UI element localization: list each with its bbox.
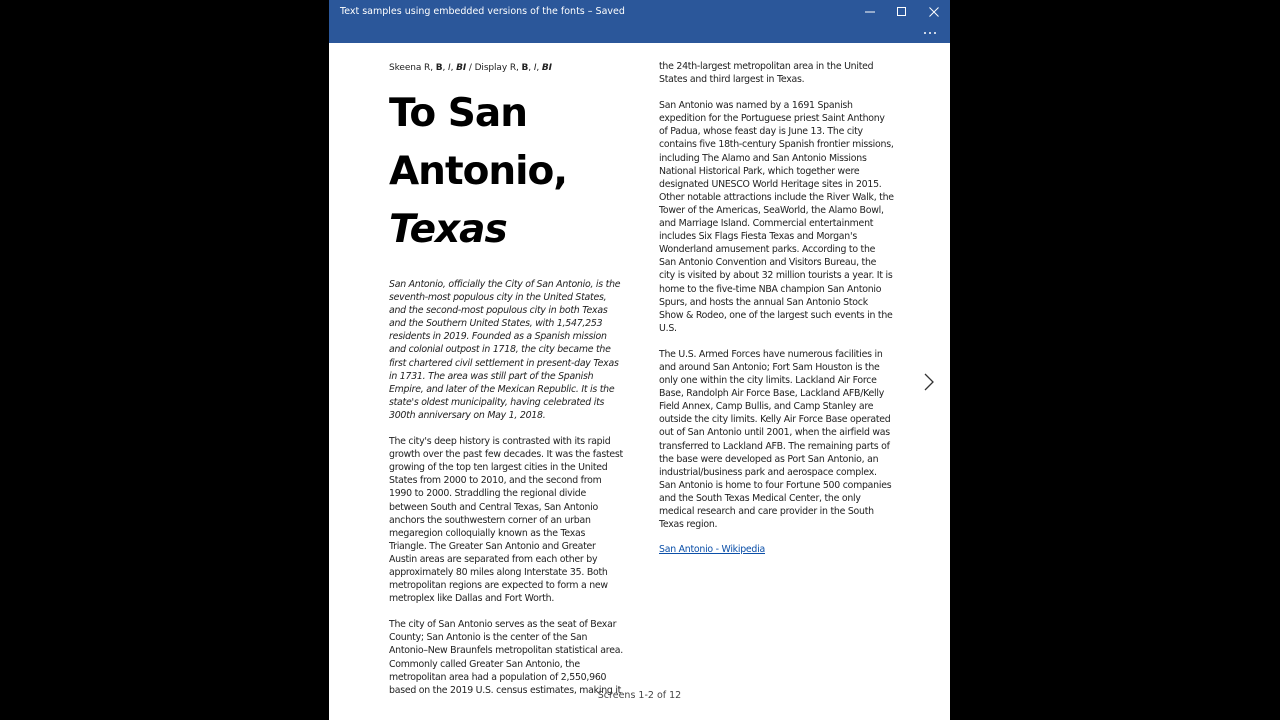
left-column bbox=[389, 60, 624, 697]
sample-sep: , bbox=[536, 63, 542, 73]
minimize-icon bbox=[865, 7, 875, 17]
page-title bbox=[389, 85, 624, 259]
body-paragraph-2: The city's deep history is contrasted with its rapid growth over the past few decades. It was the fastest growing of the top ten largest cities in the United States from 2000 to 2010, and the second from 1990 to 2000. Straddling the regional divide between South and Central Texas, San Antonio anchors the southwestern corner of an urban megaregion colloquially known as the Texas Triangle. The Greater San Antonio and Greater Austin areas are separated from each other by approximately 80 miles along Interstate 35. Both metropolitan regions are expected to form a new metroplex like Dallas and Fort Worth. bbox=[389, 436, 623, 605]
sample-prefix: Skeena R, bbox=[389, 63, 436, 73]
body-paragraph-5: The U.S. Armed Forces have numerous facilities in and around San Antonio; Fort Sam Houston is the only one within the city limits. Lackland Air Force Base, Randolph Air Force Base, Lackland AFB/Kelly Field Annex, Camp Bullis, and Camp Stanley are outside the city limits. Kelly Air Force Base operated out of San Antonio until 2001, when the airfield was transferred to Lackland AFB. The remaining parts of the base were developed as Port San Antonio, an industrial/business park and aerospace complex. San Antonio is home to four Fortune 500 companies and the South Texas Medical Center, the only medical research and care provider in the South Texas region. bbox=[659, 348, 892, 531]
right-column bbox=[659, 60, 894, 556]
chevron-right-icon bbox=[924, 373, 934, 391]
body-paragraph-3-continued: the 24th-largest metropolitan area in the United States and third largest in Texas. bbox=[659, 61, 874, 86]
sample-sep: , bbox=[442, 63, 449, 73]
sample-bold: B bbox=[435, 63, 443, 73]
more-options-icon-dot bbox=[934, 32, 936, 34]
title-line-1: To San bbox=[389, 91, 527, 136]
sample-italic: I bbox=[533, 63, 537, 73]
sample-bold: B bbox=[521, 63, 529, 73]
maximize-button[interactable] bbox=[886, 0, 918, 24]
window-title: Text samples using embedded versions of the fonts – Saved bbox=[340, 6, 625, 17]
next-page-button[interactable] bbox=[919, 370, 939, 394]
close-button[interactable] bbox=[918, 0, 950, 24]
title-line-3: Texas bbox=[389, 207, 507, 252]
sample-display: / Display R, bbox=[466, 63, 522, 73]
maximize-icon bbox=[897, 7, 907, 17]
font-sample-line bbox=[389, 63, 624, 73]
title-bar bbox=[329, 0, 950, 43]
title-line-2: Antonio, bbox=[389, 149, 568, 194]
page-status: Screens 1-2 of 12 bbox=[597, 690, 682, 701]
close-icon bbox=[929, 7, 939, 17]
more-options-button[interactable] bbox=[917, 25, 943, 41]
more-options-icon bbox=[924, 32, 926, 34]
body-paragraph-3: The city of San Antonio serves as the seat of Bexar County; San Antonio is the center of the San Antonio–New Braunfels metropolitan statistical area. Commonly called Greater San Antonio, the metropolitan area had a population of 2,550,960 based on the 2019 U.S. census estimates, making it bbox=[389, 619, 623, 696]
wikipedia-link[interactable]: San Antonio - Wikipedia bbox=[659, 544, 765, 556]
sample-bold-italic: BI bbox=[541, 63, 552, 73]
more-options-icon-dot bbox=[929, 32, 931, 34]
sample-italic: I bbox=[448, 63, 451, 73]
sample-sep: , bbox=[450, 63, 457, 73]
lead-paragraph: San Antonio, officially the City of San Antonio, is the seventh-most populous city in the United States, and the second-most populous city in both Texas and the Southern United States, with 1,547,253 residents in 2019. Founded as a Spanish mission and colonial outpost in 1718, the city became the first chartered civil settlement in present-day Texas in 1731. The area was still part of the Spanish Empire, and later of the Mexican Republic. It is the state's oldest municipality, having celebrated its 300th anniversary on May 1, 2018. bbox=[389, 279, 621, 421]
minimize-button[interactable] bbox=[854, 0, 886, 24]
reader-window bbox=[329, 0, 950, 720]
body-paragraph-4: San Antonio was named by a 1691 Spanish expedition for the Portuguese priest Saint Anthony of Padua, whose feast day is June 13. The city contains five 18th-century Spanish frontier missions, including The Alamo and San Antonio Missions National Historical Park, which together were designated UNESCO World Heritage sites in 2015. Other notable attractions include the River Walk, the Tower of the Americas, SeaWorld, the Alamo Bowl, and Marriage Island. Commercial entertainment includes Six Flags Fiesta Texas and Morgan's Wonderland amusement parks. According to the San Antonio Convention and Visitors Bureau, the city is visited by about 32 million tourists a year. It is home to the five-time NBA champion San Antonio Spurs, and hosts the annual San Antonio Stock Show & Rodeo, one of the largest such events in the U.S. bbox=[659, 100, 894, 334]
sample-sep: , bbox=[528, 63, 534, 73]
sample-bold-italic: BI bbox=[456, 63, 467, 73]
